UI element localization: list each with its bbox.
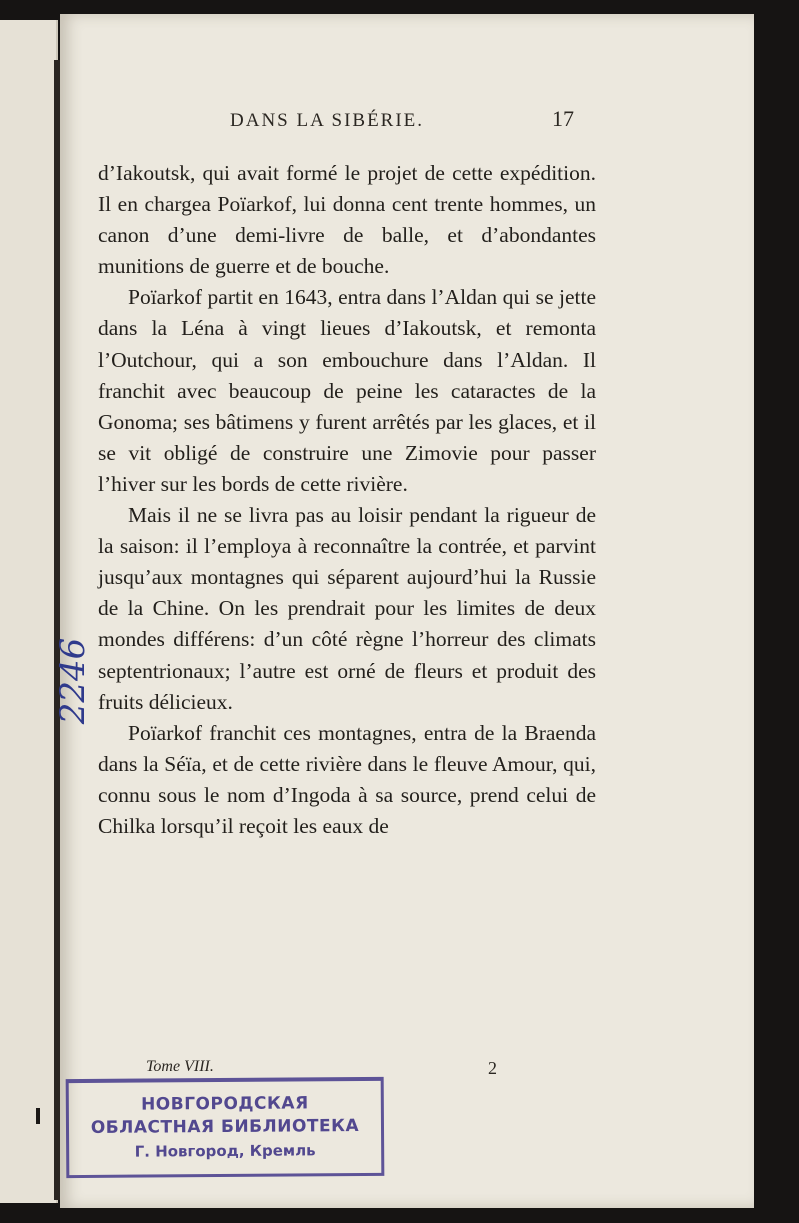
library-stamp (66, 1077, 385, 1178)
signature-tome: Tome VIII. (146, 1058, 214, 1075)
facing-page-edge (0, 20, 58, 1203)
paragraph-4: Poïarkof franchit ces montagnes, entra de la Braenda dans la Séïa, et de cette rivière dans le fleuve Amour, qui, connu sous le nom d’Ingoda à sa source, prend celui de Chilka lorsqu’il reçoit les eaux de (98, 720, 596, 838)
paragraph-1: d’Iakoutsk, qui avait formé le projet de cette expédition. Il en chargea Poïarkof, lui donna cent trente hommes, un canon d’une demi-livre de balle, et d’abondantes munitions de guerre et de bouche. (98, 161, 596, 279)
stamp-line-1: НОВГОРОДСКАЯ (140, 1093, 309, 1115)
handwritten-shelf-number (53, 616, 104, 746)
handwritten-number-text: 2246 (53, 637, 93, 725)
stamp-line-2: ОБЛАСТНАЯ БИБЛИОТЕКА (90, 1116, 360, 1138)
body-text (98, 158, 596, 842)
paragraph-3: Mais il ne se livra pas au loisir pendant la rigueur de la saison: il l’employa à reconnaître la contrée, et parvint jusqu’aux montagnes qui séparent aujourd’hui la Russie de la Chine. On les prendrait pour les limites de deux mondes différens: d’un côté règne l’horreur des climats septentrionaux; l’autre est orné de fleurs et produit des fruits délicieux. (98, 503, 596, 714)
running-head: DANS LA SIBÉRIE. (230, 110, 425, 131)
paragraph-2: Poïarkof partit en 1643, entra dans l’Aldan qui se jette dans la Léna à vingt lieues d’Iakoutsk, et remonta l’Outchour, qui a son embouchure dans l’Aldan. Il franchit avec beaucoup de peine les cataractes de la Gonoma; ses bâtimens y furent arrêtés par les glaces, et il se vit obligé de construire une Zimovie pour passer l’hiver sur les bords de cette rivière. (98, 285, 596, 496)
margin-mark (36, 1108, 40, 1124)
signature-number: 2 (488, 1058, 497, 1078)
stamp-line-3: Г. Новгород, Кремль (134, 1141, 316, 1161)
page-number: 17 (552, 106, 574, 131)
